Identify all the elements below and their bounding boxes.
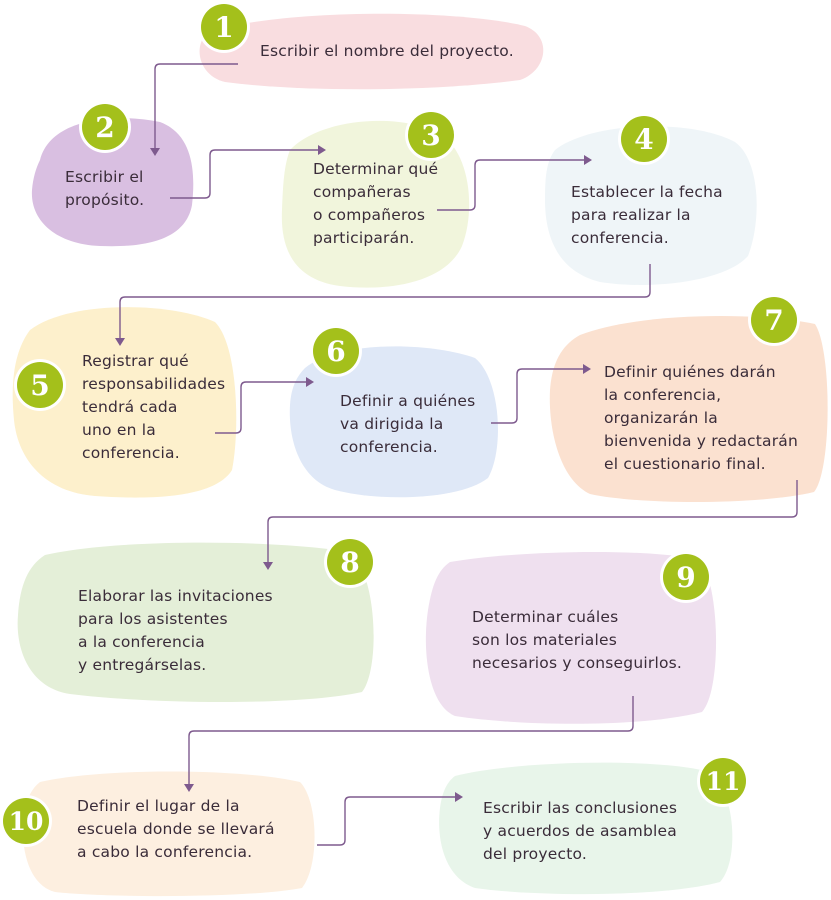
step-5-line-1: Registrar qué (82, 352, 189, 370)
step-9-line-2: son los materiales (472, 631, 618, 649)
step-10-line-3: a cabo la conferencia. (77, 843, 253, 861)
step-8-text (78, 585, 273, 677)
step-10-badge: 10 (3, 798, 49, 844)
step-10-line-2: escuela donde se llevará (77, 820, 275, 838)
step-11-line-1: Escribir las conclusiones (483, 799, 678, 817)
step-3-badge: 3 (408, 112, 454, 158)
step-3-text (313, 158, 438, 250)
step-2-text (65, 166, 144, 212)
step-7-line-4: bienvenida y redactarán (604, 432, 799, 450)
step-5-line-2: responsabilidades (82, 375, 226, 393)
step-2-line-2: propósito. (65, 191, 145, 209)
step-6-badge: 6 (313, 328, 359, 374)
connector-10-11 (317, 797, 455, 845)
step-11-text (483, 797, 677, 866)
step-10-line-1: Definir el lugar de la (77, 797, 240, 815)
step-11-line-3: del proyecto. (483, 845, 588, 863)
step-4-line-2: para realizar la (571, 206, 691, 224)
step-8-badge: 8 (327, 539, 373, 585)
step-1-line-1: Escribir el nombre del proyecto. (260, 42, 514, 60)
step-5-line-5: conferencia. (82, 444, 180, 462)
step-4-badge: 4 (621, 116, 667, 162)
step-9-line-1: Determinar cuáles (472, 608, 619, 626)
step-5-line-3: tendrá cada (82, 398, 178, 416)
step-8-line-2: para los asistentes (78, 610, 228, 628)
step-7-line-3: organizarán la (604, 409, 718, 427)
step-9-badge: 9 (663, 554, 709, 600)
step-11-badge: 11 (700, 758, 746, 804)
step-3-line-4: participarán. (313, 229, 415, 247)
step-7-line-5: el cuestionario final. (604, 455, 766, 473)
step-2-line-1: Escribir el (65, 168, 144, 186)
step-4-line-1: Establecer la fecha (571, 183, 723, 201)
step-5-badge: 5 (17, 362, 63, 408)
step-3-line-1: Determinar qué (313, 160, 439, 178)
step-2-badge: 2 (82, 104, 128, 150)
step-8-line-3: a la conferencia (78, 633, 205, 651)
step-4-line-3: conferencia. (571, 229, 669, 247)
step-8-line-4: y entregárselas. (78, 656, 207, 674)
step-1-badge: 1 (201, 4, 247, 50)
step-8-line-1: Elaborar las invitaciones (78, 587, 273, 605)
step-9-text (472, 606, 682, 675)
step-7-line-1: Definir quiénes darán (604, 363, 776, 381)
step-6-text (340, 390, 475, 459)
step-7-badge: 7 (751, 297, 797, 343)
step-5-line-4: uno en la (82, 421, 156, 439)
step-6-line-1: Definir a quiénes (340, 392, 476, 410)
step-1-text (260, 40, 514, 63)
step-7-line-2: la conferencia, (604, 386, 722, 404)
step-7-text (604, 361, 798, 476)
step-9-line-3: necesarios y conseguirlos. (472, 654, 683, 672)
step-6-line-3: conferencia. (340, 438, 438, 456)
step-11-line-2: y acuerdos de asamblea (483, 822, 677, 840)
step-4-text (571, 181, 723, 250)
step-3-line-2: compañeras (313, 183, 411, 201)
step-5-text (82, 350, 225, 465)
step-10-text (77, 795, 275, 864)
step-6-line-2: va dirigida la (340, 415, 444, 433)
step-3-line-3: o compañeros (313, 206, 426, 224)
